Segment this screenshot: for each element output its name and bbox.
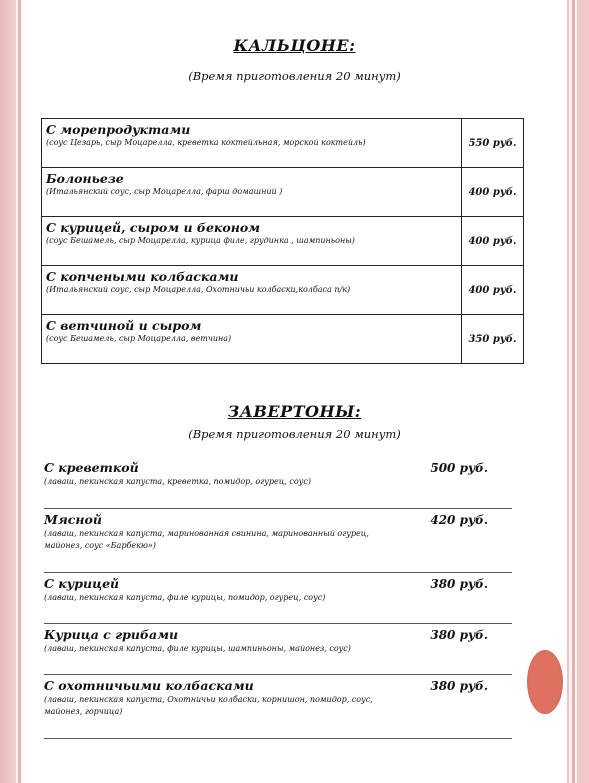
calzone-title: КАЛЬЦОНЕ: bbox=[233, 36, 356, 55]
left-border-stripe bbox=[0, 0, 16, 783]
wrap-item-price: 380 руб. bbox=[430, 628, 488, 642]
calzone-name-cell bbox=[42, 119, 462, 168]
wrap-item-desc: (лаваш, пекинская капуста, Охотничьи колбаски, корнишон, помидор, соус, майонез, горчица) bbox=[44, 695, 373, 716]
wrap-list-item bbox=[44, 460, 512, 509]
calzone-item-desc: (Итальянский соус, сыр Моцарелла, фарш домашний ) bbox=[46, 187, 283, 196]
wrap-list-item bbox=[44, 512, 512, 573]
calzone-item-name: С курицей, сыром и беконом bbox=[46, 220, 261, 235]
menu-page bbox=[22, 0, 567, 783]
calzone-row bbox=[42, 168, 524, 217]
left-border-line bbox=[18, 0, 21, 783]
calzone-row bbox=[42, 266, 524, 315]
wrap-item-desc: (лаваш, пекинская капуста, филе курицы, помидор, огурец, соус) bbox=[44, 593, 326, 602]
wrap-list-item bbox=[44, 627, 512, 675]
wrap-item-name: Мясной bbox=[44, 512, 102, 527]
calzone-item-price: 400 руб. bbox=[462, 266, 524, 315]
wrap-list-item bbox=[44, 678, 512, 739]
calzone-item-name: Болоньезе bbox=[46, 171, 124, 186]
wrap-item-desc: (лаваш, пекинская капуста, креветка, помидор, огурец, соус) bbox=[44, 477, 311, 486]
wrap-item-name: С курицей bbox=[44, 576, 120, 591]
right-border-thin-line bbox=[567, 0, 569, 783]
wraps-subtitle: (Время приготовления 20 минут) bbox=[188, 427, 401, 441]
calzone-table bbox=[41, 118, 524, 364]
wrap-item-price: 380 руб. bbox=[430, 679, 488, 693]
calzone-item-name: С копчеными колбасками bbox=[46, 269, 239, 284]
wrap-item-desc: (лаваш, пекинская капуста, филе курицы, шампиньоны, майонез, соус) bbox=[44, 644, 351, 653]
calzone-subtitle: (Время приготовления 20 минут) bbox=[188, 69, 401, 83]
wrap-item-price: 380 руб. bbox=[430, 577, 488, 591]
right-border-line bbox=[572, 0, 575, 783]
wrap-item-desc: (лаваш, пекинская капуста, маринованная свинина, маринованный огурец, майонез, соус «Барбекю») bbox=[44, 529, 369, 550]
calzone-item-desc: (соус Бешамель, сыр Моцарелла, курица филе, грудинка , шампиньоны) bbox=[46, 236, 355, 245]
calzone-item-desc: (соус Бешамель, сыр Моцарелла, ветчина) bbox=[46, 334, 232, 343]
wrap-item-name: Курица с грибами bbox=[44, 627, 179, 642]
wrap-item-name: С охотничьими колбасками bbox=[44, 678, 254, 693]
wrap-item-price: 500 руб. bbox=[430, 461, 488, 475]
calzone-item-desc: (Итальянский соус, сыр Моцарелла, Охотничьи колбаски,колбаса п/к) bbox=[46, 285, 351, 294]
calzone-item-name: С морепродуктами bbox=[46, 122, 191, 137]
calzone-item-price: 400 руб. bbox=[462, 168, 524, 217]
decorative-circle bbox=[527, 650, 563, 714]
calzone-name-cell bbox=[42, 266, 462, 315]
calzone-row bbox=[42, 119, 524, 168]
calzone-row bbox=[42, 315, 524, 364]
calzone-item-name: С ветчиной и сыром bbox=[46, 318, 202, 333]
calzone-name-cell bbox=[42, 315, 462, 364]
calzone-item-price: 350 руб. bbox=[462, 315, 524, 364]
calzone-row bbox=[42, 217, 524, 266]
wrap-item-price: 420 руб. bbox=[430, 513, 488, 527]
calzone-item-price: 400 руб. bbox=[462, 217, 524, 266]
wraps-title: ЗАВЕРТОНЫ: bbox=[227, 402, 362, 421]
calzone-item-price: 550 руб. bbox=[462, 119, 524, 168]
calzone-name-cell bbox=[42, 168, 462, 217]
right-border-stripe bbox=[577, 0, 589, 783]
wrap-list-item bbox=[44, 576, 512, 624]
calzone-name-cell bbox=[42, 217, 462, 266]
wrap-item-name: С креветкой bbox=[44, 460, 139, 475]
calzone-item-desc: (соус Цезарь, сыр Моцарелла, креветка коктейльная, морской коктейль) bbox=[46, 138, 366, 147]
